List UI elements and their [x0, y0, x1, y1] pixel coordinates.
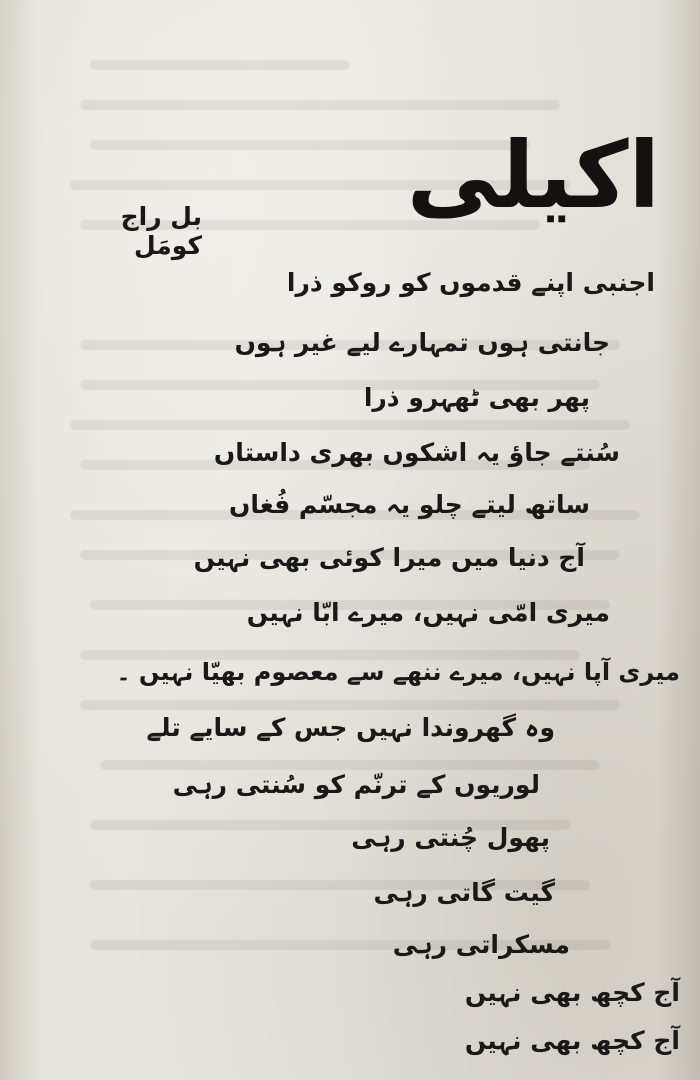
verse-line: آج دنیا میں میرا کوئی بھی نہیں	[193, 543, 585, 572]
verse-line: سُنتے جاؤ یہ اشکوں بھری داستاں	[213, 438, 620, 467]
poem-author: بل راج کومَل	[120, 202, 202, 260]
verse-line: میری امّی نہیں، میرے ابّا نہیں	[246, 598, 610, 627]
verse-line: اجنبی اپنے قدموں کو روکو ذرا	[286, 268, 655, 297]
verse-line: پھر بھی ٹھہرو ذرا	[363, 383, 590, 412]
verse-line: آج کچھ بھی نہیں	[464, 978, 680, 1007]
verse-line: لوریوں کے ترنّم کو سُنتی رہی	[172, 770, 540, 799]
poem-title: اکیلی	[406, 122, 660, 229]
verse-line: آج کچھ بھی نہیں	[464, 1026, 680, 1055]
verse-line: پھول چُنتی رہی	[351, 823, 550, 852]
verse-line: مسکراتی رہی	[392, 930, 570, 959]
verse-line: جانتی ہوں تمہارے لیے غیر ہوں	[234, 328, 610, 357]
verse-line: گیت گاتی رہی	[373, 878, 555, 907]
verse-line: وہ گھروندا نہیں جس کے سایے تلے	[146, 713, 555, 742]
verse-line: ساتھ لیتے چلو یہ مجسّم فُغاں	[229, 490, 590, 519]
verse-line: میری آپا نہیں، میرے ننھے سے معصوم بھیّا نہیں ۔	[116, 658, 680, 686]
